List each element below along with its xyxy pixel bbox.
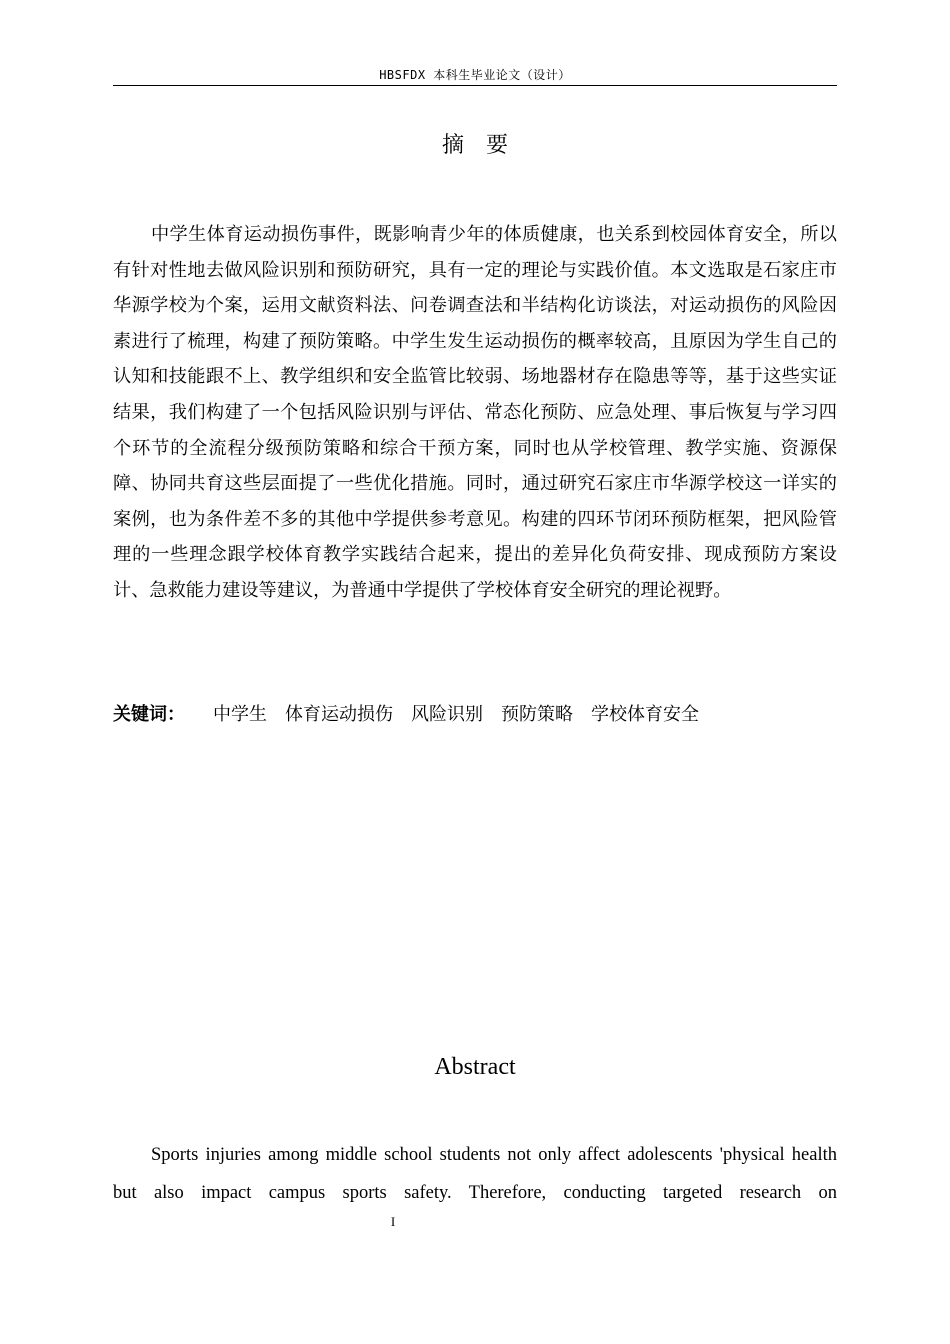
page-number: I [390, 1214, 396, 1229]
abstract-body-cn: 中学生体育运动损伤事件，既影响青少年的体质健康，也关系到校园体育安全，所以有针对性地去做风险识别和预防研究，具有一定的理论与实践价值。本文选取是石家庄市华源学校为个案，运用文献资料法、问卷调查法和半结构化访谈法，对运动损伤的风险因素进行了梳理，构建了预防策略。中学生发生运动损伤的概率较高，且原因为学生自己的认知和技能跟不上、教学组织和安全监管比较弱、场地器材存在隐患等等，基于这些实证结果，我们构建了一个包括风险识别与评估、常态化预防、应急处理、事后恢复与学习四个环节的全流程分级预防策略和综合干预方案，同时也从学校管理、教学实施、资源保障、协同共育这些层面提了一些优化措施。同时，通过研究石家庄市华源学校这一详实的案例，也为条件差不多的其他中学提供参考意见。构建的四环节闭环预防框架，把风险管理的一些理念跟学校体育教学实践结合起来，提出的差异化负荷安排、现成预防方案设计、急救能力建设等建议，为普通中学提供了学校体育安全研究的理论视野。 [113, 224, 837, 601]
keyword-item: 学校体育安全 [591, 704, 699, 725]
keyword-item: 预防策略 [501, 704, 573, 725]
abstract-body-en: Sports injuries among middle school students not only affect adolescents 'physical health but also impact campus sports safety. Therefore, conducting targeted research on [113, 1145, 837, 1203]
keywords-label: 关键词： [113, 704, 185, 725]
running-header: HBSFDX 本科生毕业论文（设计） [379, 68, 571, 82]
keyword-item: 体育运动损伤 [285, 704, 393, 725]
header-rule [113, 85, 837, 86]
keywords-line [113, 697, 837, 733]
keyword-item: 风险识别 [411, 704, 483, 725]
abstract-title-en: Abstract [434, 1054, 516, 1080]
keyword-item: 中学生 [213, 704, 267, 725]
abstract-title-cn: 摘要 [441, 133, 530, 158]
